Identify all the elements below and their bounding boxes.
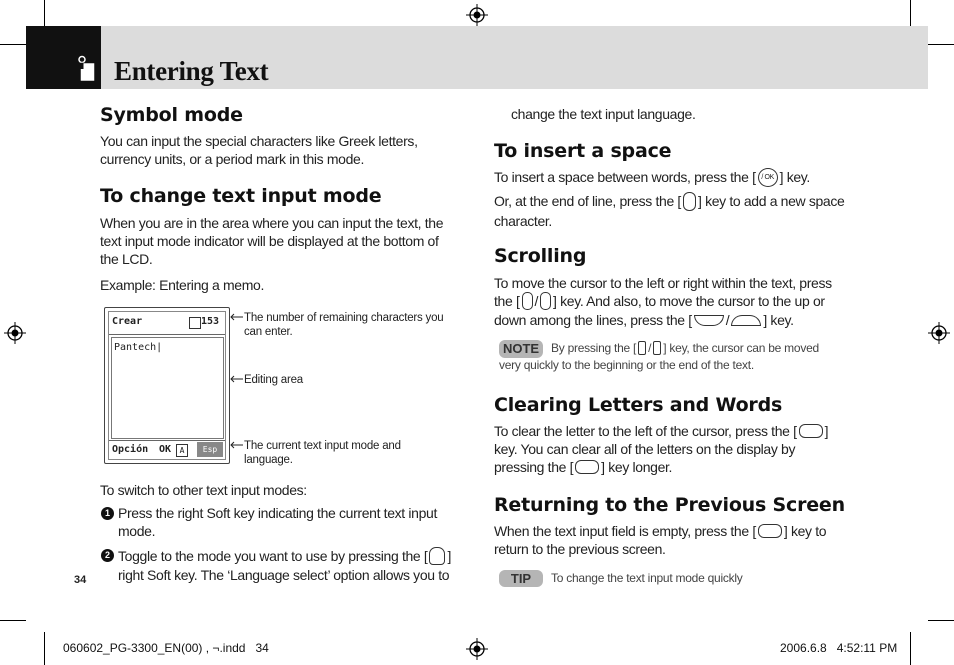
document-icon <box>77 55 97 83</box>
tip-badge: TIP <box>499 570 543 587</box>
crop-mark <box>910 632 911 665</box>
clear-key-icon <box>799 424 823 438</box>
phone-top-bar <box>109 312 225 335</box>
step-2-bullet: 2 <box>101 549 114 562</box>
header-tab <box>26 26 101 89</box>
right-soft-key-icon <box>429 547 445 565</box>
remaining-characters: 153 <box>201 316 220 327</box>
phone-bottom-bar <box>109 440 225 460</box>
change-input-text: When you are in the area where you can input the text, the text input mode indicator will be displayed at the bottom of the LCD. <box>100 215 444 267</box>
phone-bottom-left-label: Opción <box>112 444 149 455</box>
example-text: Example: Entering a memo. <box>100 277 264 293</box>
callout-input-mode: The current text input mode and language. <box>244 440 401 466</box>
crop-mark <box>44 632 45 665</box>
crop-mark <box>44 0 45 26</box>
registration-mark-icon <box>466 638 488 660</box>
ok-key-icon: / OK <box>758 168 778 187</box>
clear-key-icon <box>575 460 599 474</box>
crop-mark <box>928 620 954 621</box>
clearing-heading: Clearing Letters and Words <box>494 394 783 416</box>
scrolling-text: To move the cursor to the left or right within the text, press the [ / ] key. And also, to move the cursor to the up or down among the lines, press the [ / ] key. <box>494 275 832 329</box>
crop-mark <box>0 620 26 621</box>
nav-down-key-icon <box>731 315 761 326</box>
tip-text: To change the text input mode quickly <box>551 571 743 585</box>
phone-editing-area <box>111 337 224 439</box>
return-text: When the text input field is empty, press the [ ] key to return to the previous screen. <box>494 523 827 557</box>
symbol-mode-heading: Symbol mode <box>100 104 243 126</box>
phone-top-left-label: Crear <box>112 316 143 327</box>
note-badge: NOTE <box>499 340 543 358</box>
switch-modes-text: To switch to other text input modes: <box>100 482 307 498</box>
continued-text: change the text input language. <box>511 106 696 122</box>
crop-mark <box>0 44 26 45</box>
crop-mark <box>910 0 911 26</box>
clearing-text: To clear the letter to the left of the cursor, press the [ ] key. You can clear all of the letters on the display by pressing the [ ] key longer. <box>494 423 829 475</box>
phone-ok-label: OK <box>159 444 172 455</box>
registration-mark-icon <box>928 322 950 344</box>
nav-left-key-icon <box>522 292 533 310</box>
nav-right-key-icon <box>540 292 551 310</box>
step-2-text: Toggle to the mode you want to use by pressing the [ ] right Soft key. The ‘Language select’ option allows you to <box>118 548 451 584</box>
side-key-up-icon <box>638 341 646 355</box>
step-1-bullet: 1 <box>101 507 114 520</box>
symbol-mode-text: You can input the special characters like Greek letters, currency units, or a period mark in this mode. <box>100 133 418 167</box>
phone-body-text: Pantech| <box>114 342 163 353</box>
note-text-line-2: very quickly to the beginning or the end of the text. <box>499 358 754 372</box>
footer-filename: 060602_PG-3300_EN(00) , ¬.indd 34 <box>63 641 269 655</box>
scrolling-heading: Scrolling <box>494 245 587 267</box>
side-key-down-icon <box>653 341 661 355</box>
clear-key-icon <box>758 524 782 538</box>
footer-timestamp: 2006.6.8 4:52:11 PM <box>780 641 898 655</box>
nav-up-key-icon <box>694 315 724 326</box>
note-text-line-1: By pressing the [ / ] key, the cursor can be moved <box>551 341 819 355</box>
input-mode-icon: A <box>176 444 188 457</box>
return-heading: Returning to the Previous Screen <box>494 494 845 516</box>
callout-editing-area: Editing area <box>244 374 303 386</box>
insert-space-heading: To insert a space <box>494 140 672 162</box>
counter-icon <box>189 317 201 329</box>
phone-lcd <box>108 311 226 460</box>
input-mode-indicator: Esp <box>197 442 223 457</box>
insert-space-text-2: Or, at the end of line, press the [ ] key to add a new space character. <box>494 193 845 229</box>
arrow-left-icon <box>229 441 243 449</box>
registration-mark-icon <box>4 322 26 344</box>
page-title: Entering Text <box>114 56 269 86</box>
crop-mark <box>928 44 954 45</box>
insert-space-text: To insert a space between words, press the [ / OK ] key. <box>494 169 810 185</box>
registration-mark-icon <box>466 4 488 26</box>
arrow-left-icon <box>229 313 243 321</box>
step-1-text: Press the right Soft key indicating the current text input mode. <box>118 505 437 539</box>
change-input-heading: To change text input mode <box>100 185 382 207</box>
nav-right-key-icon <box>683 192 696 211</box>
callout-remaining-characters: The number of remaining characters you can enter. <box>244 312 444 338</box>
phone-screen-illustration <box>104 307 230 464</box>
arrow-left-icon <box>229 375 243 383</box>
page-number: 34 <box>74 574 87 586</box>
